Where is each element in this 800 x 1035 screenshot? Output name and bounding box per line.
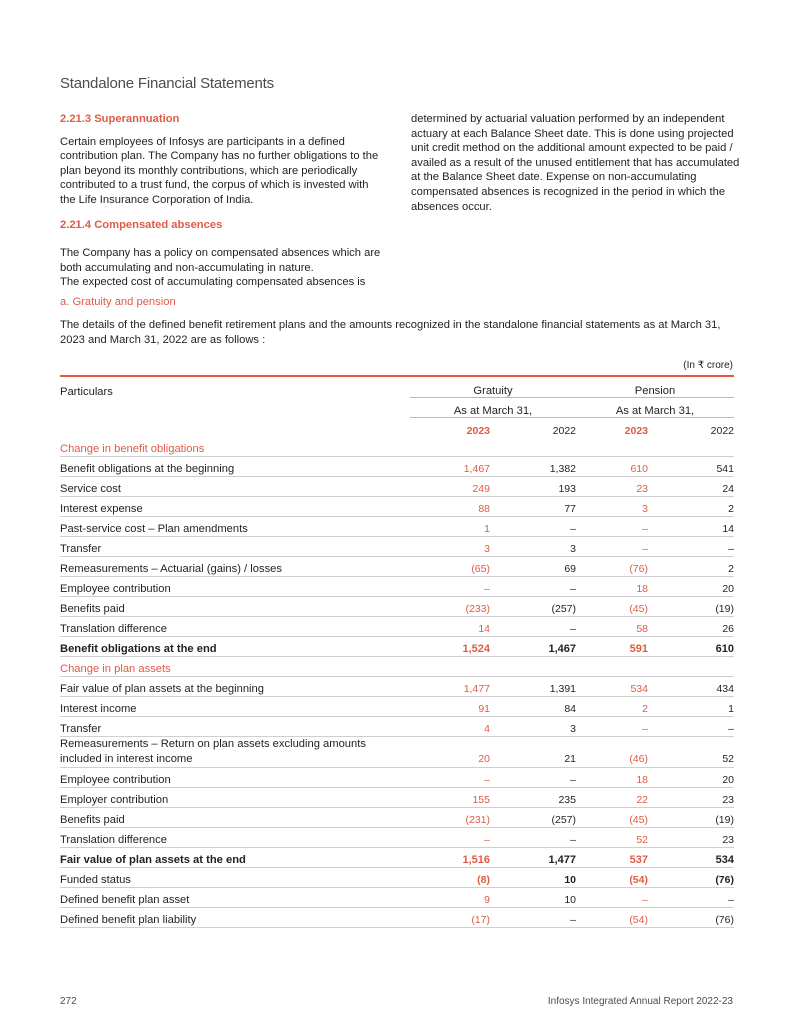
cell-value: 26 [648, 617, 734, 637]
cell-value: 249 [410, 477, 490, 497]
funded-status-row [60, 868, 734, 888]
row-label: Service cost [60, 477, 410, 497]
cell-value: 77 [490, 497, 576, 517]
cell-value: 2 [576, 697, 648, 717]
row-label: Translation difference [60, 828, 410, 848]
table-row [60, 517, 734, 537]
cell-value: 23 [648, 828, 734, 848]
right-text-column [411, 112, 741, 222]
row-label: Fair value of plan assets at the beginning [60, 677, 410, 697]
cell-value: 1,467 [410, 457, 490, 477]
cell-value: 21 [490, 737, 576, 768]
row-label: Translation difference [60, 617, 410, 637]
row-label: Transfer [60, 717, 410, 737]
cell-value: 14 [648, 517, 734, 537]
gratuity-header: Gratuity [473, 385, 513, 397]
year-header-pension-2023: 2023 [576, 418, 648, 438]
cell-value: (76) [576, 557, 648, 577]
compensated-absences-continued: determined by actuarial valuation performed by an independent actuary at each Balance Sheet date. This is done using projected unit credit method on the additional amount expected to be paid / availed as a result of the unused entitlement that has accumulated at the Balance Sheet date. Expense on non-accumulating compensated absences is recognized in the period in which the absences occur. [411, 113, 740, 213]
cell-value: – [490, 828, 576, 848]
cell-value: 20 [648, 768, 734, 788]
cell-value: 155 [410, 788, 490, 808]
row-label: Benefit obligations at the end [60, 637, 410, 657]
table-row [60, 808, 734, 828]
cell-value: 2 [648, 497, 734, 517]
cell-value: 534 [648, 848, 734, 868]
cell-value: – [490, 768, 576, 788]
table-row [60, 908, 734, 928]
cell-value: (19) [648, 597, 734, 617]
cell-value: – [576, 717, 648, 737]
cell-value: – [576, 888, 648, 908]
cell-value: 534 [576, 677, 648, 697]
plan-assets-section-label: Change in plan assets [60, 657, 734, 677]
cell-value: 1,382 [490, 457, 576, 477]
cell-value: 541 [648, 457, 734, 477]
row-label: Remeasurements – Actuarial (gains) / losses [60, 557, 410, 577]
cell-value: 52 [576, 828, 648, 848]
cell-value: (231) [410, 808, 490, 828]
year-header-pension-2022: 2022 [648, 418, 734, 438]
cell-value: (233) [410, 597, 490, 617]
cell-value: 91 [410, 697, 490, 717]
cell-value: 9 [410, 888, 490, 908]
cell-value: 193 [490, 477, 576, 497]
row-label: Employee contribution [60, 768, 410, 788]
pension-header: Pension [634, 385, 676, 397]
cell-value: 591 [576, 637, 648, 657]
gratuity-as-at-header: As at March 31, [410, 398, 576, 418]
compensated-absences-text-1: The Company has a policy on compensated absences which are both accumulating and non-accumulating in nature. [60, 247, 381, 274]
cell-value: (17) [410, 908, 490, 928]
table-row [60, 457, 734, 477]
page-number: 272 [60, 996, 77, 1007]
page-header-title: Standalone Financial Statements [60, 75, 274, 92]
row-label-line-1: Remeasurements – Return on plan assets excluding amounts [60, 738, 366, 750]
cell-value: 23 [648, 788, 734, 808]
row-label-line-2: included in interest income [60, 752, 193, 765]
cell-value: (76) [648, 908, 734, 928]
cell-value: 20 [648, 577, 734, 597]
row-label: Interest expense [60, 497, 410, 517]
table-intro-text: The details of the defined benefit retirement plans and the amounts recognized in the standalone financial statements as at March 31, 2023 and March 31, 2022 are as follows : [60, 319, 721, 346]
cell-value: – [410, 768, 490, 788]
table-row [60, 888, 734, 908]
table-row [60, 788, 734, 808]
row-label: Benefits paid [60, 808, 410, 828]
row-label: Interest income [60, 697, 410, 717]
cell-value: 1,477 [490, 848, 576, 868]
cell-value: 610 [576, 457, 648, 477]
defined-benefit-table [60, 375, 734, 928]
cell-value: 3 [410, 537, 490, 557]
year-header-gratuity-2022: 2022 [490, 418, 576, 438]
cell-value: – [648, 537, 734, 557]
report-title-footer: Infosys Integrated Annual Report 2022-23 [547, 996, 733, 1007]
cell-value: 84 [490, 697, 576, 717]
table-row [60, 828, 734, 848]
row-label: Fair value of plan assets at the end [60, 848, 410, 868]
row-label: Employer contribution [60, 788, 410, 808]
cell-value: 610 [648, 637, 734, 657]
cell-value: 537 [576, 848, 648, 868]
cell-value: – [410, 828, 490, 848]
table-row [60, 617, 734, 637]
table-row [60, 497, 734, 517]
cell-value: – [490, 617, 576, 637]
cell-value: 1 [648, 697, 734, 717]
compensated-absences-text [60, 246, 385, 290]
cell-value: (45) [576, 808, 648, 828]
compensated-absences-heading: 2.21.4 Compensated absences [60, 218, 223, 231]
cell-value: – [576, 537, 648, 557]
cell-value: – [490, 908, 576, 928]
row-label: Employee contribution [60, 577, 410, 597]
cell-value: 23 [576, 477, 648, 497]
cell-value: 69 [490, 557, 576, 577]
row-label: Funded status [60, 868, 410, 888]
cell-value: – [576, 517, 648, 537]
cell-value: 235 [490, 788, 576, 808]
table-row [60, 697, 734, 717]
table-row [60, 597, 734, 617]
cell-value: (19) [648, 808, 734, 828]
cell-value: 88 [410, 497, 490, 517]
cell-value: (257) [490, 597, 576, 617]
compensated-absences-text-2: The expected cost of accumulating compensated absences is [60, 276, 366, 289]
year-header-gratuity-2023: 2023 [410, 418, 490, 438]
table-row [60, 477, 734, 497]
row-label [60, 737, 410, 768]
superannuation-text: Certain employees of Infosys are participants in a defined contribution plan. The Company has no further obligations to the plan beyond its monthly contributions, which are periodically contributed to a trust fund, the corpus of which is invested with the Life Insurance Corporation of India. [60, 135, 379, 206]
cell-value: 3 [576, 497, 648, 517]
cell-value: 1,391 [490, 677, 576, 697]
table-row [60, 537, 734, 557]
cell-value: 24 [648, 477, 734, 497]
table-row [60, 577, 734, 597]
cell-value: 4 [410, 717, 490, 737]
cell-value: 3 [490, 717, 576, 737]
cell-value: 1,516 [410, 848, 490, 868]
cell-value: 434 [648, 677, 734, 697]
plan-assets-total-row [60, 848, 734, 868]
superannuation-heading: 2.21.3 Superannuation [60, 113, 180, 125]
cell-value: (46) [576, 737, 648, 768]
row-label: Benefits paid [60, 597, 410, 617]
row-label: Defined benefit plan liability [60, 908, 410, 928]
cell-value: (54) [576, 868, 648, 888]
table-row [60, 737, 734, 768]
cell-value: 1,477 [410, 677, 490, 697]
cell-value: 58 [576, 617, 648, 637]
cell-value: – [648, 717, 734, 737]
cell-value: (45) [576, 597, 648, 617]
cell-value: 1,467 [490, 637, 576, 657]
cell-value: (257) [490, 808, 576, 828]
cell-value: 20 [410, 737, 490, 768]
currency-unit-label: (In ₹ crore) [683, 360, 733, 371]
cell-value: (54) [576, 908, 648, 928]
cell-value: 52 [648, 737, 734, 768]
cell-value: 18 [576, 577, 648, 597]
cell-value: – [490, 517, 576, 537]
cell-value: 18 [576, 768, 648, 788]
table-row [60, 557, 734, 577]
gratuity-pension-heading: a. Gratuity and pension [60, 296, 176, 308]
cell-value: (8) [410, 868, 490, 888]
cell-value: (65) [410, 557, 490, 577]
cell-value: 10 [490, 868, 576, 888]
cell-value: 3 [490, 537, 576, 557]
cell-value: – [410, 577, 490, 597]
cell-value: – [648, 888, 734, 908]
cell-value: 10 [490, 888, 576, 908]
cell-value: (76) [648, 868, 734, 888]
cell-value: – [490, 577, 576, 597]
cell-value: 2 [648, 557, 734, 577]
table-row [60, 717, 734, 737]
row-label: Defined benefit plan asset [60, 888, 410, 908]
row-label: Past-service cost – Plan amendments [60, 517, 410, 537]
row-label: Transfer [60, 537, 410, 557]
cell-value: 1,524 [410, 637, 490, 657]
table-row [60, 768, 734, 788]
table-row [60, 677, 734, 697]
cell-value: 14 [410, 617, 490, 637]
row-label: Benefit obligations at the beginning [60, 457, 410, 477]
particulars-header: Particulars [60, 385, 113, 398]
pension-as-at-header: As at March 31, [576, 398, 734, 418]
cell-value: 22 [576, 788, 648, 808]
benefit-obligations-total-row [60, 637, 734, 657]
benefit-obligations-section-label: Change in benefit obligations [60, 437, 734, 457]
left-text-column [60, 112, 385, 298]
cell-value: 1 [410, 517, 490, 537]
